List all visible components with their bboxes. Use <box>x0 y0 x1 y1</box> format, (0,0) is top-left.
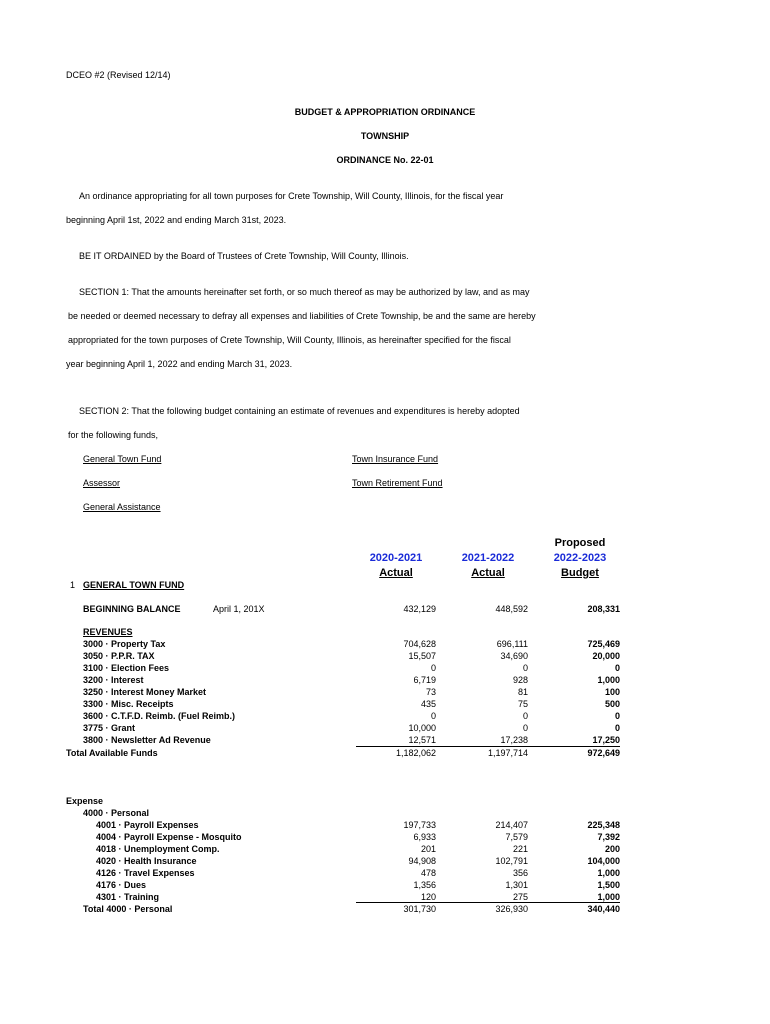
revenue-row-label: 3800 · Newsletter Ad Revenue <box>83 735 211 745</box>
expense-row-v3: 7,392 <box>597 832 620 842</box>
revenue-row-v1: 0 <box>430 711 436 721</box>
revenue-row-v3: 100 <box>604 687 620 697</box>
beginning-balance-v2: 448,592 <box>495 604 528 614</box>
revenue-row-v3: 17,250 <box>592 735 620 745</box>
expense-row-label: 4004 · Payroll Expense - Mosquito <box>96 832 242 842</box>
total-personal-v1: 301,730 <box>403 904 436 914</box>
revenue-row-v2: 34,690 <box>500 651 528 661</box>
col2-year: 2021-2022 <box>461 552 515 564</box>
revenue-row-label: 3200 · Interest <box>83 675 144 685</box>
col1-year: 2020-2021 <box>369 552 423 564</box>
expense-row-v3: 1,500 <box>597 880 620 890</box>
col3-proposed: Proposed <box>554 537 606 549</box>
beginning-balance-date: April 1, 201X <box>213 604 265 614</box>
expense-row-v1: 1,356 <box>413 880 436 890</box>
section-1-line-2: be needed or deemed necessary to defray all expenses and liabilities of Crete Township, be and the same are hereby <box>68 311 536 321</box>
form-id: DCEO #2 (Revised 12/14) <box>66 70 171 80</box>
revenue-row-v2: 17,238 <box>500 735 528 745</box>
revenue-row-v1: 6,719 <box>413 675 436 685</box>
total-available-v2: 1,197,714 <box>487 748 528 758</box>
expense-row-v2: 102,791 <box>495 856 528 866</box>
ordinance-number: ORDINANCE No. 22-01 <box>336 155 434 165</box>
col3-label: Budget <box>561 567 599 579</box>
total-personal-v3: 340,440 <box>587 904 620 914</box>
fund-general-assistance: General Assistance <box>83 502 161 512</box>
revenue-row-v2: 0 <box>522 711 528 721</box>
revenue-row-v2: 81 <box>517 687 528 697</box>
expense-row-v2: 214,407 <box>495 820 528 830</box>
revenue-row-v2: 0 <box>522 663 528 673</box>
revenue-row-v1: 15,507 <box>408 651 436 661</box>
revenue-row-label: 3775 · Grant <box>83 723 136 733</box>
total-available-label: Total Available Funds <box>66 748 158 758</box>
revenue-row-v1: 704,628 <box>403 639 436 649</box>
expense-row-v2: 275 <box>512 892 528 902</box>
revenue-row-v2: 696,111 <box>496 639 528 649</box>
fund-general-town: General Town Fund <box>83 454 162 464</box>
expense-row-v3: 104,000 <box>587 856 620 866</box>
col1-label: Actual <box>379 567 413 579</box>
revenue-row-v3: 0 <box>614 663 620 673</box>
revenue-row-v2: 928 <box>512 675 528 685</box>
expense-row-v2: 221 <box>512 844 528 854</box>
total-available-v3: 972,649 <box>587 748 620 758</box>
revenue-row-v2: 0 <box>522 723 528 733</box>
revenue-row-v1: 10,000 <box>408 723 436 733</box>
revenue-row-v3: 500 <box>604 699 620 709</box>
expense-row-v1: 201 <box>420 844 436 854</box>
personal-header: 4000 · Personal <box>83 808 150 818</box>
expense-row-v3: 1,000 <box>597 892 620 902</box>
revenue-total-rule <box>356 746 620 747</box>
beginning-balance-v3: 208,331 <box>587 604 620 614</box>
paragraph-1-line-2: beginning April 1st, 2022 and ending March 31st, 2023. <box>66 215 287 225</box>
revenue-row-v3: 0 <box>614 723 620 733</box>
col3-year: 2022-2023 <box>553 552 607 564</box>
revenue-row-v2: 75 <box>517 699 528 709</box>
expense-row-label: 4176 · Dues <box>96 880 147 890</box>
revenue-row-v1: 12,571 <box>408 735 436 745</box>
revenue-row-v3: 20,000 <box>592 651 620 661</box>
revenues-header: REVENUES <box>83 627 133 637</box>
section-1-line-1: SECTION 1: That the amounts hereinafter set forth, or so much thereof as may be authorized by law, and as may <box>79 287 530 297</box>
section-name: GENERAL TOWN FUND <box>83 580 185 590</box>
paragraph-1-line-1: An ordinance appropriating for all town purposes for Crete Township, Will County, Illinois, for the fiscal year <box>79 191 504 201</box>
section-2-line-1: SECTION 2: That the following budget containing an estimate of revenues and expenditures is hereby adopted <box>79 406 520 416</box>
paragraph-2: BE IT ORDAINED by the Board of Trustees of Crete Township, Will County, Illinois. <box>79 251 409 261</box>
section-1-line-4: year beginning April 1, 2022 and ending March 31, 2023. <box>66 359 293 369</box>
expense-row-v2: 7,579 <box>505 832 528 842</box>
expense-row-v3: 200 <box>604 844 620 854</box>
expense-row-v1: 120 <box>420 892 436 902</box>
document-subtitle: TOWNSHIP <box>360 131 410 141</box>
personal-total-rule <box>356 902 620 903</box>
revenue-row-label: 3100 · Election Fees <box>83 663 170 673</box>
document-title: BUDGET & APPROPRIATION ORDINANCE <box>294 107 476 117</box>
col2-label: Actual <box>471 567 505 579</box>
expense-header: Expense <box>66 796 104 806</box>
revenue-row-v1: 435 <box>420 699 436 709</box>
expense-row-v1: 478 <box>420 868 436 878</box>
revenue-row-v1: 0 <box>430 663 436 673</box>
expense-row-v3: 225,348 <box>587 820 620 830</box>
expense-row-v2: 356 <box>512 868 528 878</box>
expense-row-label: 4001 · Payroll Expenses <box>96 820 199 830</box>
revenue-row-v3: 0 <box>614 711 620 721</box>
revenue-row-label: 3000 · Property Tax <box>83 639 166 649</box>
fund-assessor: Assessor <box>83 478 121 488</box>
beginning-balance-label: BEGINNING BALANCE <box>83 604 181 614</box>
expense-row-label: 4020 · Health Insurance <box>96 856 197 866</box>
expense-row-label: 4018 · Unemployment Comp. <box>96 844 220 854</box>
total-available-v1: 1,182,062 <box>395 748 436 758</box>
fund-town-insurance: Town Insurance Fund <box>352 454 439 464</box>
total-personal-label: Total 4000 · Personal <box>83 904 173 914</box>
expense-row-label: 4301 · Training <box>96 892 160 902</box>
expense-row-v3: 1,000 <box>597 868 620 878</box>
beginning-balance-v1: 432,129 <box>403 604 436 614</box>
section-2-line-2: for the following funds, <box>68 430 159 440</box>
expense-row-v1: 94,908 <box>408 856 436 866</box>
revenue-row-v1: 73 <box>425 687 436 697</box>
revenue-row-label: 3300 · Misc. Receipts <box>83 699 174 709</box>
section-number: 1 <box>70 580 76 590</box>
revenue-row-v3: 1,000 <box>597 675 620 685</box>
revenue-row-label: 3600 · C.T.F.D. Reimb. (Fuel Reimb.) <box>83 711 236 721</box>
fund-town-retirement: Town Retirement Fund <box>352 478 443 488</box>
expense-row-v2: 1,301 <box>505 880 528 890</box>
revenue-row-label: 3250 · Interest Money Market <box>83 687 207 697</box>
total-personal-v2: 326,930 <box>495 904 528 914</box>
expense-row-v1: 6,933 <box>413 832 436 842</box>
expense-row-v1: 197,733 <box>403 820 436 830</box>
section-1-line-3: appropriated for the town purposes of Crete Township, Will County, Illinois, as hereinafter specified for the fiscal <box>68 335 511 345</box>
revenue-row-v3: 725,469 <box>587 639 620 649</box>
expense-row-label: 4126 · Travel Expenses <box>96 868 195 878</box>
revenue-row-label: 3050 · P.P.R. TAX <box>83 651 155 661</box>
